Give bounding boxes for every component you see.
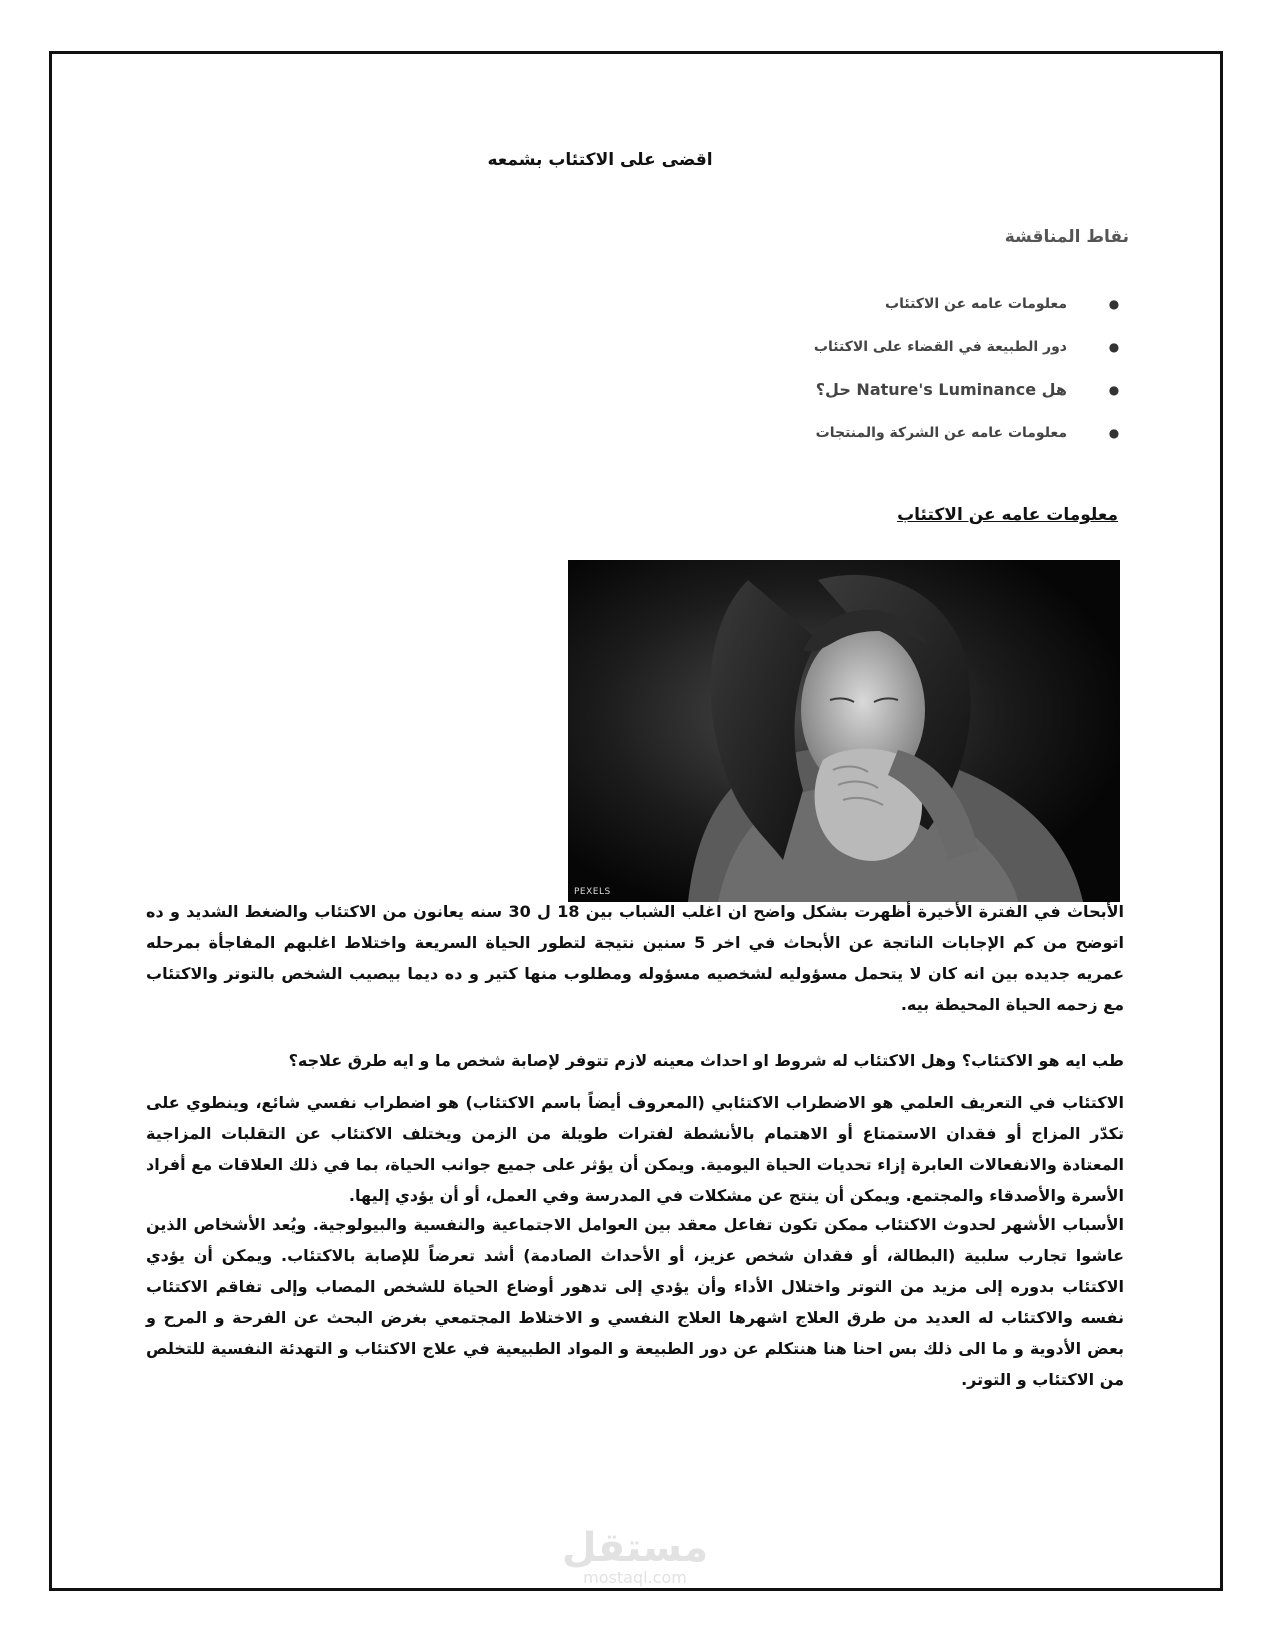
paragraph-definition: الاكتئاب في التعريف العلمي هو الاضطراب الاكتئابي (المعروف أيضاً باسم الاكتئاب) هو اضطراب نفسي شائع، وينطوي على تكدّر المزاج أو فقدان الاستمتاع أو الاهتمام بالأنشطة لفترات طويلة من الزمن ويختلف الاكتئاب عن التقلبات المزاجية المعتادة والانفعالات العابرة إزاء تحديات الحياة اليومية. ويمكن أن يؤثر على جميع جوانب الحياة، بما في ذلك العلاقات مع أفراد الأسرة والأصدقاء والمجتمع. ويمكن أن ينتج عن مشكلات في المدرسة وفي العمل، أو أن يؤدي إليها. [146, 1093, 1124, 1205]
list-item-text: معلومات عامه عن الشركة والمنتجات [815, 425, 1067, 441]
section-heading-depression-info: معلومات عامه عن الاكتئاب [897, 505, 1118, 525]
bullet-icon: ● [1108, 340, 1120, 354]
discussion-points-list [429, 292, 1129, 464]
list-item [429, 421, 1129, 464]
paragraph-research: الأبحاث في الفترة الأخيرة أظهرت بشكل واضح ان اغلب الشباب بين 18 ل 30 سنه يعانون من الاكتئاب والضغط الشديد و ده اتوضح من كم الإجابات الناتجة عن الأبحاث في اخر 5 سنين نتيجة لتطور الحياة السريعة واختلاط اغلبهم المفاجأة بمرحله عمريه جديده بين انه كان لا يتحمل مسؤوليه لشخصيه مسؤوله ومطلوب منها كتير و ده ديما بيصيب الشخص بالتوتر والاكتئاب مع زحمه الحياة المحيطة بيه. [146, 902, 1125, 1014]
list-item [429, 292, 1129, 335]
list-item [429, 378, 1129, 421]
photo-illustration [568, 560, 1120, 902]
discussion-points-heading: نقاط المناقشة [1004, 227, 1129, 247]
list-item [429, 335, 1129, 378]
bullet-icon: ● [1108, 297, 1120, 311]
mostaql-watermark [560, 1527, 710, 1587]
list-item-text: دور الطبيعة في القضاء على الاكتئاب [813, 339, 1067, 355]
photo-credit: PEXELS [574, 887, 611, 897]
document-title: اقضى على الاكتئاب بشمعه [487, 150, 713, 170]
bullet-icon: ● [1108, 383, 1120, 397]
watermark-arabic: مستقل [561, 1525, 709, 1571]
woman-photo [568, 560, 1120, 902]
list-item-text: هل Nature's Luminance حل؟ [815, 380, 1067, 399]
paragraph-causes: الأسباب الأشهر لحدوث الاكتئاب ممكن تكون تفاعل معقد بين العوامل الاجتماعية والنفسية والبيولوجية. ويُعد الأشخاص الذين عاشوا تجارب سلبية (البطالة، أو فقدان شخص عزيز، أو الأحداث الصادمة) أشد تعرضاً للإصابة بالاكتئاب. ويمكن أن يؤدي الاكتئاب بدوره إلى مزيد من التوتر واختلال الأداء وأن يؤدي إلى تدهور أوضاع الحياة للشخص المصاب وإلى تفاقم الاكتئاب نفسه والاكتئاب له العديد من طرق العلاج اشهرها العلاج النفسي و الاختلاط المجتمعي بغرض البحث عن الفرحة و المرح و بعض الأدوية و ما الى ذلك بس احنا هنا هنتكلم عن دور الطبيعة و المواد الطبيعية في علاج الاكتئاب و التهدئة النفسية للتخلص من الاكتئاب و التوتر. [146, 1215, 1124, 1389]
bullet-icon: ● [1108, 426, 1120, 440]
watermark-latin: mostaql.com [583, 1568, 687, 1587]
list-item-text: معلومات عامه عن الاكتئاب [885, 296, 1067, 312]
paragraph-question: طب ايه هو الاكتئاب؟ وهل الاكتئاب له شروط او احداث معينه لازم تتوفر لإصابة شخص ما و ايه طرق علاجه؟ [288, 1051, 1124, 1070]
